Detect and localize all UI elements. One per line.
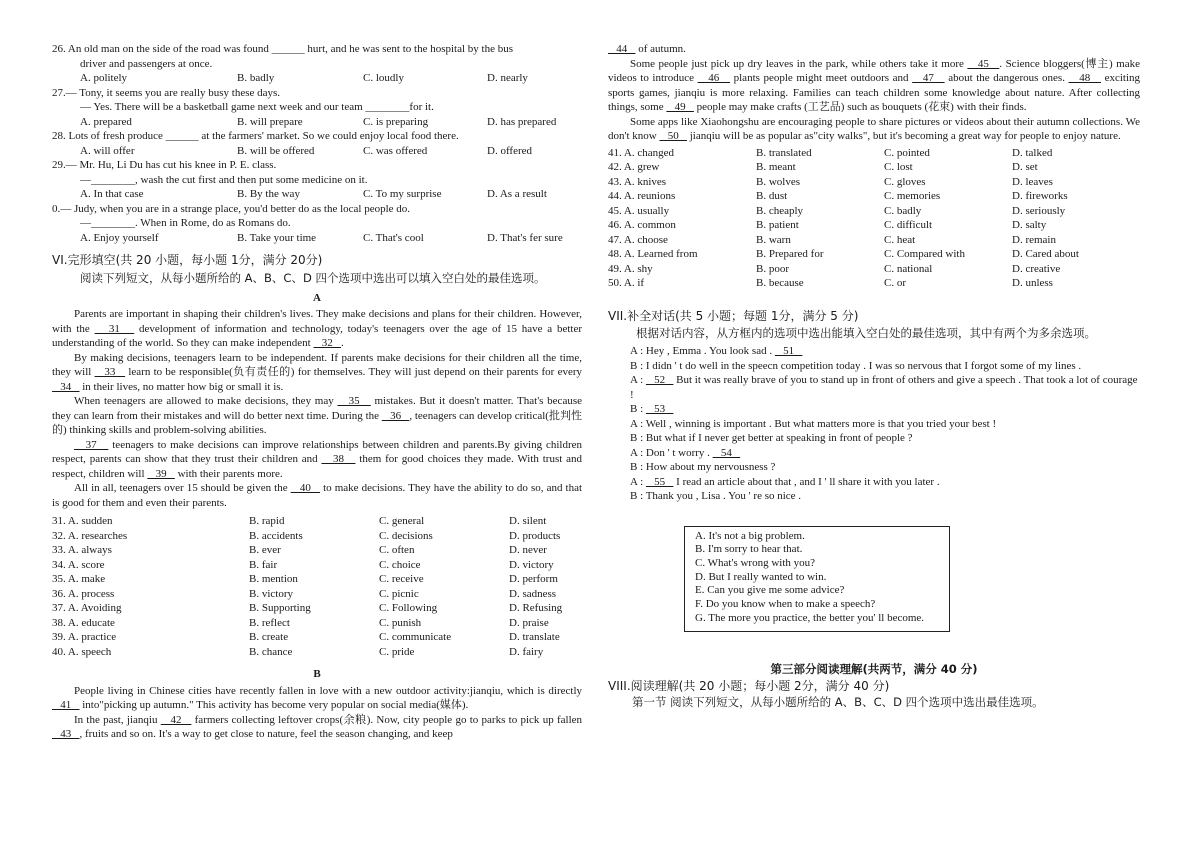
question-stem: 28. Lots of fresh produce ______ at the farmers' market. So we could enjoy local food there. bbox=[52, 130, 459, 142]
dialog-line: A : Well , winning is important . But what matters more is that you tried your best ! bbox=[630, 417, 997, 430]
option: 39. A. practice bbox=[52, 631, 117, 643]
option: B. wolves bbox=[756, 175, 800, 188]
option: B. chance bbox=[249, 645, 293, 658]
passage-b-continued bbox=[608, 42, 1140, 144]
option: C. is preparing bbox=[363, 115, 429, 128]
option: C. Compared with bbox=[884, 248, 965, 260]
blank-33: 33 bbox=[94, 366, 126, 378]
right-column bbox=[608, 42, 1140, 710]
blank-55: 55 bbox=[645, 475, 674, 488]
option: D. products bbox=[509, 529, 561, 542]
option: 41. A. changed bbox=[608, 146, 674, 159]
option: B. Prepared for bbox=[756, 248, 824, 260]
option: D. leaves bbox=[1012, 175, 1053, 188]
blank-41: 41 bbox=[52, 699, 80, 711]
option: 50. A. if bbox=[608, 277, 645, 289]
option: B. fair bbox=[249, 558, 278, 571]
option: 31. A. sudden bbox=[52, 515, 113, 527]
question-continuation: — Yes. There will be a basketball game next week and our team ________for it. bbox=[80, 101, 434, 113]
option: B. Take your time bbox=[237, 231, 317, 244]
option: C. gloves bbox=[884, 175, 926, 188]
box-option: D. But I really wanted to win. bbox=[695, 570, 827, 583]
option: D. seriously bbox=[1012, 204, 1066, 217]
option: 45. A. usually bbox=[608, 204, 670, 217]
question-continuation: driver and passengers at once. bbox=[80, 57, 213, 70]
option: D. creative bbox=[1012, 262, 1061, 275]
option: C. general bbox=[379, 515, 425, 527]
mc-question bbox=[52, 86, 582, 130]
blank-48: 48 bbox=[1068, 72, 1102, 84]
option: C. pointed bbox=[884, 146, 930, 159]
option: C. national bbox=[884, 262, 933, 275]
blank-32: 32 bbox=[313, 337, 341, 349]
blank-52: 52 bbox=[645, 374, 674, 386]
option: A. prepared bbox=[80, 115, 132, 128]
option-row bbox=[52, 187, 582, 202]
option: D. unless bbox=[1012, 277, 1053, 289]
option: D. talked bbox=[1012, 146, 1053, 159]
option: D. translate bbox=[509, 631, 560, 643]
dialog-line: B : 53 bbox=[630, 403, 674, 415]
blank-46: 46 bbox=[697, 72, 731, 84]
blank-31: 31 bbox=[94, 322, 135, 335]
blank-49: 49 bbox=[666, 101, 694, 113]
blank-47: 47 bbox=[912, 72, 945, 84]
passage-b bbox=[52, 684, 582, 742]
option: B. accidents bbox=[249, 529, 303, 542]
option: D. salty bbox=[1012, 219, 1047, 231]
option: D. As a result bbox=[487, 188, 547, 200]
option: D. perform bbox=[509, 573, 558, 585]
option: 46. A. common bbox=[608, 219, 676, 231]
question-stem: 0.— Judy, when you are in a strange place, you'd better do as the local people do. bbox=[52, 202, 411, 215]
option: B. Supporting bbox=[249, 602, 311, 614]
option: 35. A. make bbox=[52, 573, 106, 585]
mc-question bbox=[52, 202, 582, 246]
paragraph: In the past, jianqiu 42 farmers collecting leftover crops(余粮). Now, city people go to parks to pick up fallen 43 , fruits and so on. It's a way to get close to nature, feel the season changing, and keep bbox=[52, 713, 583, 740]
option: C. badly bbox=[884, 204, 922, 217]
question-stem: 27.— Tony, it seems you are really busy these days. bbox=[52, 86, 281, 99]
option: 44. A. reunions bbox=[608, 190, 676, 202]
dialog-line: A : Don ' t worry . 54 bbox=[630, 446, 741, 459]
left-column bbox=[52, 42, 582, 742]
dialog bbox=[608, 344, 1140, 504]
option: C. difficult bbox=[884, 219, 933, 231]
blank-51: 51 bbox=[774, 345, 803, 357]
section-6-instruction: 阅读下列短文，从每小题所给的 A、B、C、D 四个选项中选出可以填入空白处的最佳选项。 bbox=[80, 270, 546, 285]
option: C. or bbox=[884, 277, 906, 289]
option: B. ever bbox=[249, 544, 281, 556]
paragraph: 37 teenagers to make decisions can improve relationships between children and parents.By giving children respect, parents can show that they trust their children and 38 them for good choices they made. With trust and respect, children will 39 with their parents more. bbox=[52, 438, 583, 480]
paragraph: When teenagers are allowed to make decisions, they may 35 mistakes. But it doesn't matter. That's because they can learn from their mistakes and will do better next time. During the 36 , teenagers can develop critical(批判性的) thinking skills and problem-solving abilities. bbox=[52, 395, 583, 436]
box-option: A. It's not a big problem. bbox=[695, 529, 805, 542]
option: C. choice bbox=[379, 558, 421, 571]
blank-53: 53 bbox=[645, 403, 674, 415]
option: C. heat bbox=[884, 233, 916, 246]
passage-a-title: A bbox=[313, 291, 321, 304]
option: 38. A. educate bbox=[52, 616, 115, 629]
passage-a bbox=[52, 307, 582, 510]
option: 48. A. Learned from bbox=[608, 248, 698, 260]
option: A. politely bbox=[80, 72, 128, 84]
option: B. rapid bbox=[249, 515, 285, 527]
dialog-line: A : Hey , Emma . You look sad . 51 bbox=[630, 345, 803, 357]
option: C. memories bbox=[884, 190, 941, 202]
question-stem: 26. An old man on the side of the road was found ______ hurt, and he was sent to the hospital by the bus bbox=[52, 43, 514, 55]
mc-question bbox=[52, 42, 582, 86]
section-6-heading: VI.完形填空(共 20 小题，每小题 1分，满分 20分) bbox=[52, 253, 323, 267]
paragraph: By making decisions, teenagers learn to be independent. If parents make decisions for their children all the time, they will 33 learn to be responsible(负有责任的) for themselves. They will just depend on their parents for every 34 in their lives, no matter how big or small it is. bbox=[52, 351, 583, 393]
section-8-instruction: 第一节 阅读下列短文，从每小题所给的 A、B、C、D 四个选项中选出最佳选项。 bbox=[632, 695, 1044, 710]
option: B. poor bbox=[756, 262, 789, 275]
option: D. fireworks bbox=[1012, 190, 1068, 202]
part-3-heading: 第三部分阅读理解(共两节，满分 40 分) bbox=[770, 662, 978, 677]
option: C. That's cool bbox=[363, 231, 424, 244]
option: C. lost bbox=[884, 161, 913, 173]
dialog-line: B : How about my nervousness ? bbox=[630, 461, 776, 473]
option: 47. A. choose bbox=[608, 233, 668, 246]
option: 42. A. grew bbox=[608, 161, 660, 173]
question-continuation: —________. When in Rome, do as Romans do. bbox=[80, 217, 291, 229]
option: D. praise bbox=[509, 616, 549, 629]
option: B. will prepare bbox=[237, 115, 303, 128]
option: B. reflect bbox=[249, 616, 290, 629]
dialog-line: B : Thank you , Lisa . You ' re so nice . bbox=[630, 490, 802, 502]
option: D. That's fer sure bbox=[487, 231, 563, 244]
question-continuation: —________, wash the cut first and then put some medicine on it. bbox=[80, 173, 368, 186]
section-8-heading: VIII.阅读理解(共 20 小题；每小题 2分，满分 40 分) bbox=[608, 678, 890, 693]
dialog-line: B : I didn ' t do well in the speecn competition today . I was so nervous that I forgot some of my lines . bbox=[630, 359, 1082, 372]
box-option: C. What's wrong with you? bbox=[695, 556, 816, 569]
option: C. To my surprise bbox=[363, 188, 442, 200]
mc-question bbox=[52, 129, 582, 158]
option: D. victory bbox=[509, 558, 554, 571]
option: C. punish bbox=[379, 616, 422, 629]
option: B. mention bbox=[249, 573, 298, 585]
blank-38: 38 bbox=[321, 453, 356, 465]
box-option: G. The more you practice, the better you' ll become. bbox=[695, 611, 925, 624]
option: B. translated bbox=[756, 146, 812, 159]
option: B. because bbox=[756, 277, 804, 289]
passage-b-title: B bbox=[313, 668, 321, 680]
dialog-line: A : 52 But it was really brave of you to stand up in front of others and give a speech . That took a lot of courage ! bbox=[630, 374, 1138, 401]
blank-54: 54 bbox=[712, 446, 741, 459]
option: 40. A. speech bbox=[52, 645, 112, 658]
option: B. patient bbox=[756, 219, 799, 231]
option: D. nearly bbox=[487, 72, 528, 84]
blank-50: 50 bbox=[659, 130, 687, 142]
dialog-line: A : 55 I read an article about that , and I ' ll share it with you later . bbox=[630, 475, 940, 488]
option: C. loudly bbox=[363, 72, 404, 84]
option-row bbox=[52, 115, 582, 130]
blank-40: 40 bbox=[290, 482, 321, 494]
option: B. dust bbox=[756, 190, 788, 202]
option: B. victory bbox=[249, 587, 293, 600]
passage-a-options bbox=[52, 514, 582, 659]
question-stem: 29.— Mr. Hu, Li Du has cut his knee in P. E. class. bbox=[52, 159, 277, 171]
option: 43. A. knives bbox=[608, 175, 667, 188]
paragraph: All in all, teenagers over 15 should be given the 40 to make decisions. They have the ability to do so, and that is good for them and even their parents. bbox=[52, 482, 583, 509]
option: 32. A. researches bbox=[52, 529, 128, 542]
option: C. was offered bbox=[363, 144, 428, 157]
blank-39: 39 bbox=[147, 467, 175, 480]
option: 33. A. always bbox=[52, 544, 112, 556]
box-option: F. Do you know when to make a speech? bbox=[695, 598, 876, 611]
option: 34. A. score bbox=[52, 558, 105, 571]
option: C. communicate bbox=[379, 631, 452, 643]
option-row bbox=[52, 144, 582, 159]
option: D. sadness bbox=[509, 587, 557, 600]
option: D. remain bbox=[1012, 233, 1056, 246]
box-option: E. Can you give me some advice? bbox=[695, 584, 845, 597]
blank-37: 37 bbox=[74, 438, 109, 451]
option: D. fairy bbox=[509, 645, 544, 658]
mc-question bbox=[52, 158, 582, 202]
option: C. often bbox=[379, 544, 415, 556]
option: 49. A. shy bbox=[608, 262, 653, 275]
paragraph: Some people just pick up dry leaves in the park, while others take it more 45 . Science bloggers(博主) make videos to introduce 46 plants people might meet outdoors and 47 about the dangerous ones. 48 exciting sports games, jianqiu is more relaxing. Families can teach children some knowledge about nature. After collecting things, some 49 people may make crafts (工艺品) such as bouquets (花束) with their finds. bbox=[608, 57, 1141, 113]
blank-35: 35 bbox=[337, 395, 371, 407]
option: B. By the way bbox=[237, 188, 300, 200]
option: C. pride bbox=[379, 645, 415, 658]
paragraph: 44 of autumn. bbox=[608, 43, 686, 55]
option: D. silent bbox=[509, 515, 547, 527]
option: B. will be offered bbox=[237, 144, 315, 157]
dialog-line: B : But what if I never get better at speaking in front of people ? bbox=[630, 432, 913, 444]
paragraph: Some apps like Xiaohongshu are encouraging people to share pictures or videos about their autumn collections. We don't know 50 jianqiu will be as popular as"city walks", but it's becoming a great way for people to enjoy nature. bbox=[608, 115, 1140, 142]
option: A. Enjoy yourself bbox=[80, 231, 159, 244]
section-7-heading: VII.补全对话(共 5 小题；每题 1分，满分 5 分) bbox=[608, 308, 859, 323]
blank-42: 42 bbox=[160, 713, 192, 726]
option: B. meant bbox=[756, 161, 796, 173]
option: C. receive bbox=[379, 573, 424, 585]
box-option: B. I'm sorry to hear that. bbox=[695, 543, 803, 556]
option: C. decisions bbox=[379, 529, 433, 542]
blank-44: 44 bbox=[608, 43, 636, 55]
option: B. warn bbox=[756, 233, 791, 246]
option: B. create bbox=[249, 631, 289, 643]
option: D. has prepared bbox=[487, 115, 557, 128]
option: 37. A. Avoiding bbox=[52, 602, 122, 614]
option: D. Cared about bbox=[1012, 248, 1079, 260]
blank-34: 34 bbox=[52, 380, 80, 393]
paragraph: Parents are important in shaping their children's lives. They make decisions and plans for their children. However, with the 31 development of information and technology, today's teenagers over the age of 15 have a better understanding of the world. So they can make independent 32 . bbox=[52, 308, 582, 349]
option: C. picnic bbox=[379, 587, 419, 600]
option: B. cheaply bbox=[756, 204, 804, 217]
blank-43: 43 bbox=[52, 728, 80, 740]
dialog-option-box bbox=[684, 526, 950, 633]
option: C. Following bbox=[379, 602, 438, 614]
option: A. In that case bbox=[80, 188, 144, 200]
option: 36. A. process bbox=[52, 587, 115, 600]
option: D. set bbox=[1012, 161, 1038, 173]
paragraph: People living in Chinese cities have recently fallen in love with a new outdoor activity:jianqiu, which is directly 41 into"picking up autumn." This activity has become very popular on social media(媒体). bbox=[52, 684, 582, 711]
option-row bbox=[52, 71, 582, 86]
option: D. offered bbox=[487, 144, 532, 157]
multiple-choice-block bbox=[52, 42, 582, 245]
passage-b-options bbox=[608, 146, 1140, 291]
blank-45: 45 bbox=[967, 57, 1000, 70]
option-row bbox=[52, 231, 582, 246]
blank-36: 36 bbox=[381, 409, 410, 422]
option: B. badly bbox=[237, 72, 275, 84]
option: D. Refusing bbox=[509, 602, 563, 614]
option: D. never bbox=[509, 544, 547, 556]
option: A. will offer bbox=[80, 144, 135, 157]
section-7-instruction: 根据对话内容，从方框内的选项中选出能填入空白处的最佳选项，其中有两个为多余选项。 bbox=[636, 326, 1096, 340]
